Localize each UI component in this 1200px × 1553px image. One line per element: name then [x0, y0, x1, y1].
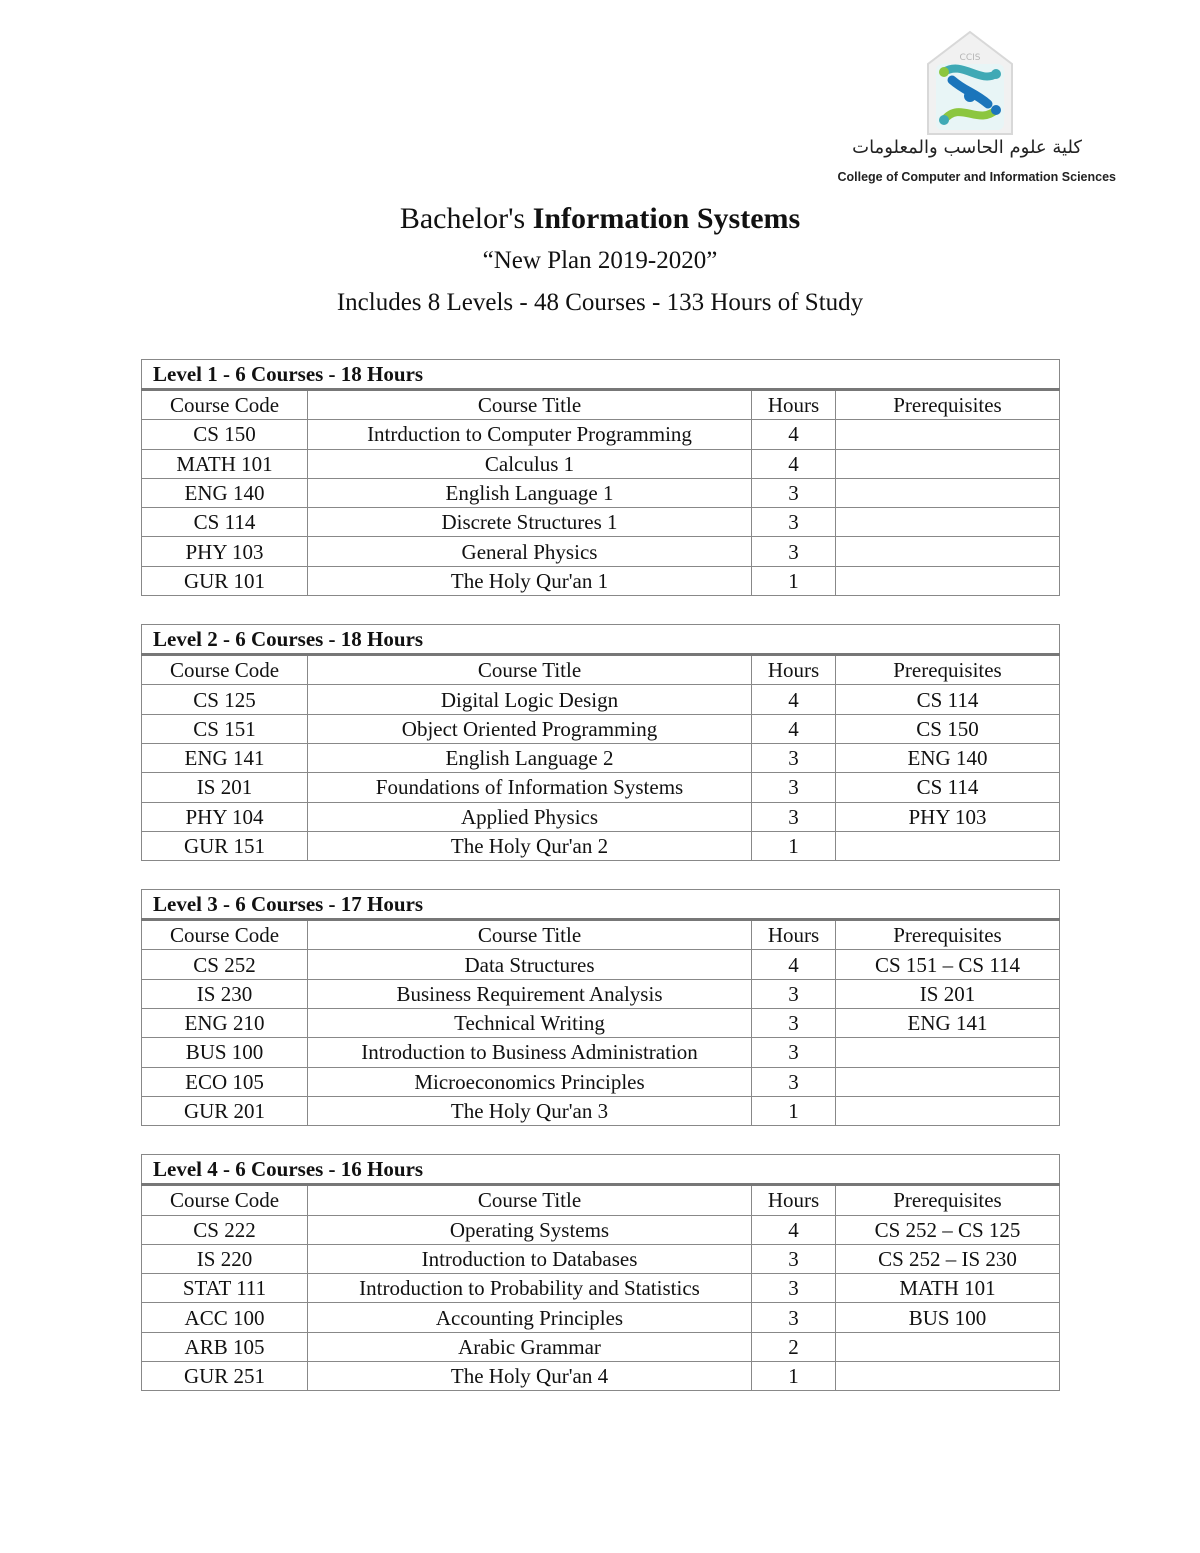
- column-header-row: [142, 1185, 1060, 1215]
- document-summary: Includes 8 Levels - 48 Courses - 133 Hours of Study: [336, 289, 864, 316]
- course-code: CS 151: [142, 714, 308, 743]
- course-code: CS 125: [142, 685, 308, 714]
- course-code: ENG 210: [142, 1009, 308, 1038]
- table-row: [142, 1215, 1060, 1244]
- svg-text:CCIS: CCIS: [959, 53, 981, 63]
- document-subtitle: “New Plan 2019-2020”: [482, 247, 718, 274]
- table-row: [142, 1244, 1060, 1273]
- course-code: IS 201: [142, 773, 308, 802]
- col-header-prereq: Prerequisites: [836, 920, 1060, 950]
- course-hours: 3: [752, 1067, 836, 1096]
- course-code: CS 252: [142, 950, 308, 979]
- course-code: CS 150: [142, 420, 308, 449]
- course-hours: 1: [752, 566, 836, 595]
- table-row: [142, 802, 1060, 831]
- college-logo: [922, 30, 1018, 138]
- col-header-code: Course Code: [142, 390, 308, 420]
- college-name-english: College of Computer and Information Sciences: [837, 170, 1116, 184]
- course-prereq: ENG 141: [836, 1009, 1060, 1038]
- course-hours: 3: [752, 1038, 836, 1067]
- course-code: GUR 151: [142, 831, 308, 860]
- table-row: [142, 478, 1060, 507]
- course-prereq: [836, 1332, 1060, 1361]
- level-table: [141, 889, 1060, 1126]
- course-code: ARB 105: [142, 1332, 308, 1361]
- course-title: Operating Systems: [308, 1215, 752, 1244]
- table-row: [142, 831, 1060, 860]
- course-title: Foundations of Information Systems: [308, 773, 752, 802]
- level-table: [141, 624, 1060, 861]
- table-row: [142, 1362, 1060, 1391]
- course-title: The Holy Qur'an 1: [308, 566, 752, 595]
- col-header-hours: Hours: [752, 1185, 836, 1215]
- course-title: The Holy Qur'an 4: [308, 1362, 752, 1391]
- course-hours: 4: [752, 685, 836, 714]
- table-row: [142, 1096, 1060, 1125]
- course-title: Discrete Structures 1: [308, 508, 752, 537]
- course-title: Arabic Grammar: [308, 1332, 752, 1361]
- title-prefix: Bachelor's: [399, 202, 526, 235]
- course-code: BUS 100: [142, 1038, 308, 1067]
- course-hours: 2: [752, 1332, 836, 1361]
- course-prereq: [836, 508, 1060, 537]
- course-title: Introduction to Probability and Statistics: [308, 1274, 752, 1303]
- course-prereq: MATH 101: [836, 1274, 1060, 1303]
- course-hours: 3: [752, 1274, 836, 1303]
- course-prereq: CS 114: [836, 685, 1060, 714]
- col-header-code: Course Code: [142, 920, 308, 950]
- course-hours: 1: [752, 831, 836, 860]
- table-row: [142, 685, 1060, 714]
- course-title: The Holy Qur'an 3: [308, 1096, 752, 1125]
- col-header-title: Course Title: [308, 390, 752, 420]
- course-prereq: CS 150: [836, 714, 1060, 743]
- course-title: English Language 2: [308, 743, 752, 772]
- course-code: PHY 104: [142, 802, 308, 831]
- course-prereq: [836, 1038, 1060, 1067]
- course-hours: 4: [752, 449, 836, 478]
- course-hours: 3: [752, 743, 836, 772]
- table-row: [142, 1067, 1060, 1096]
- course-title: Data Structures: [308, 950, 752, 979]
- course-hours: 3: [752, 1244, 836, 1273]
- course-code: GUR 251: [142, 1362, 308, 1391]
- level-table: [141, 1154, 1060, 1391]
- course-prereq: BUS 100: [836, 1303, 1060, 1332]
- course-prereq: CS 252 – IS 230: [836, 1244, 1060, 1273]
- course-code: STAT 111: [142, 1274, 308, 1303]
- course-hours: 3: [752, 773, 836, 802]
- course-prereq: [836, 478, 1060, 507]
- course-prereq: [836, 566, 1060, 595]
- course-hours: 3: [752, 1303, 836, 1332]
- course-hours: 4: [752, 714, 836, 743]
- course-code: ECO 105: [142, 1067, 308, 1096]
- course-code: ENG 140: [142, 478, 308, 507]
- col-header-prereq: Prerequisites: [836, 390, 1060, 420]
- column-header-row: [142, 920, 1060, 950]
- course-title: Technical Writing: [308, 1009, 752, 1038]
- course-hours: 3: [752, 478, 836, 507]
- col-header-hours: Hours: [752, 390, 836, 420]
- table-row: [142, 950, 1060, 979]
- course-prereq: [836, 1362, 1060, 1391]
- level-heading: Level 1 - 6 Courses - 18 Hours: [142, 360, 1060, 390]
- course-title: General Physics: [308, 537, 752, 566]
- col-header-code: Course Code: [142, 1185, 308, 1215]
- col-header-hours: Hours: [752, 920, 836, 950]
- course-hours: 1: [752, 1362, 836, 1391]
- col-header-title: Course Title: [308, 920, 752, 950]
- course-title: English Language 1: [308, 478, 752, 507]
- course-title: Introduction to Databases: [308, 1244, 752, 1273]
- course-code: PHY 103: [142, 537, 308, 566]
- level-heading: Level 4 - 6 Courses - 16 Hours: [142, 1155, 1060, 1185]
- table-row: [142, 1274, 1060, 1303]
- col-header-prereq: Prerequisites: [836, 655, 1060, 685]
- course-code: GUR 101: [142, 566, 308, 595]
- table-row: [142, 449, 1060, 478]
- course-title: Object Oriented Programming: [308, 714, 752, 743]
- course-prereq: [836, 1067, 1060, 1096]
- table-row: [142, 508, 1060, 537]
- table-row: [142, 566, 1060, 595]
- course-title: Applied Physics: [308, 802, 752, 831]
- table-row: [142, 537, 1060, 566]
- course-title: Introduction to Business Administration: [308, 1038, 752, 1067]
- course-code: IS 230: [142, 979, 308, 1008]
- col-header-title: Course Title: [308, 1185, 752, 1215]
- course-prereq: ENG 140: [836, 743, 1060, 772]
- course-prereq: [836, 537, 1060, 566]
- course-prereq: CS 114: [836, 773, 1060, 802]
- table-row: [142, 420, 1060, 449]
- course-code: CS 222: [142, 1215, 308, 1244]
- column-header-row: [142, 655, 1060, 685]
- document-title: [0, 198, 1200, 240]
- course-code: CS 114: [142, 508, 308, 537]
- course-hours: 4: [752, 950, 836, 979]
- course-title: The Holy Qur'an 2: [308, 831, 752, 860]
- course-title: Business Requirement Analysis: [308, 979, 752, 1008]
- college-name-arabic: كلية علوم الحاسب والمعلومات: [852, 137, 1082, 158]
- table-row: [142, 1332, 1060, 1361]
- course-prereq: [836, 831, 1060, 860]
- table-row: [142, 1009, 1060, 1038]
- course-title: Digital Logic Design: [308, 685, 752, 714]
- level-table: [141, 359, 1060, 596]
- course-prereq: CS 252 – CS 125: [836, 1215, 1060, 1244]
- course-prereq: CS 151 – CS 114: [836, 950, 1060, 979]
- level-heading: Level 2 - 6 Courses - 18 Hours: [142, 625, 1060, 655]
- table-row: [142, 743, 1060, 772]
- column-header-row: [142, 390, 1060, 420]
- table-row: [142, 773, 1060, 802]
- course-prereq: PHY 103: [836, 802, 1060, 831]
- course-code: ENG 141: [142, 743, 308, 772]
- table-row: [142, 979, 1060, 1008]
- course-hours: 3: [752, 979, 836, 1008]
- course-hours: 4: [752, 420, 836, 449]
- level-heading: Level 3 - 6 Courses - 17 Hours: [142, 890, 1060, 920]
- course-code: MATH 101: [142, 449, 308, 478]
- course-title: Intrduction to Computer Programming: [308, 420, 752, 449]
- course-hours: 3: [752, 508, 836, 537]
- course-title: Calculus 1: [308, 449, 752, 478]
- table-row: [142, 1038, 1060, 1067]
- course-prereq: IS 201: [836, 979, 1060, 1008]
- course-code: GUR 201: [142, 1096, 308, 1125]
- course-hours: 4: [752, 1215, 836, 1244]
- table-row: [142, 714, 1060, 743]
- col-header-code: Course Code: [142, 655, 308, 685]
- course-prereq: [836, 1096, 1060, 1125]
- course-hours: 3: [752, 537, 836, 566]
- course-prereq: [836, 420, 1060, 449]
- course-code: ACC 100: [142, 1303, 308, 1332]
- document-titles: [0, 198, 1200, 324]
- course-hours: 1: [752, 1096, 836, 1125]
- col-header-hours: Hours: [752, 655, 836, 685]
- course-prereq: [836, 449, 1060, 478]
- course-hours: 3: [752, 802, 836, 831]
- course-hours: 3: [752, 1009, 836, 1038]
- table-row: [142, 1303, 1060, 1332]
- col-header-title: Course Title: [308, 655, 752, 685]
- course-title: Accounting Principles: [308, 1303, 752, 1332]
- course-title: Microeconomics Principles: [308, 1067, 752, 1096]
- col-header-prereq: Prerequisites: [836, 1185, 1060, 1215]
- course-code: IS 220: [142, 1244, 308, 1273]
- title-main: Information Systems: [532, 202, 801, 235]
- study-plan-levels: [141, 359, 1059, 1419]
